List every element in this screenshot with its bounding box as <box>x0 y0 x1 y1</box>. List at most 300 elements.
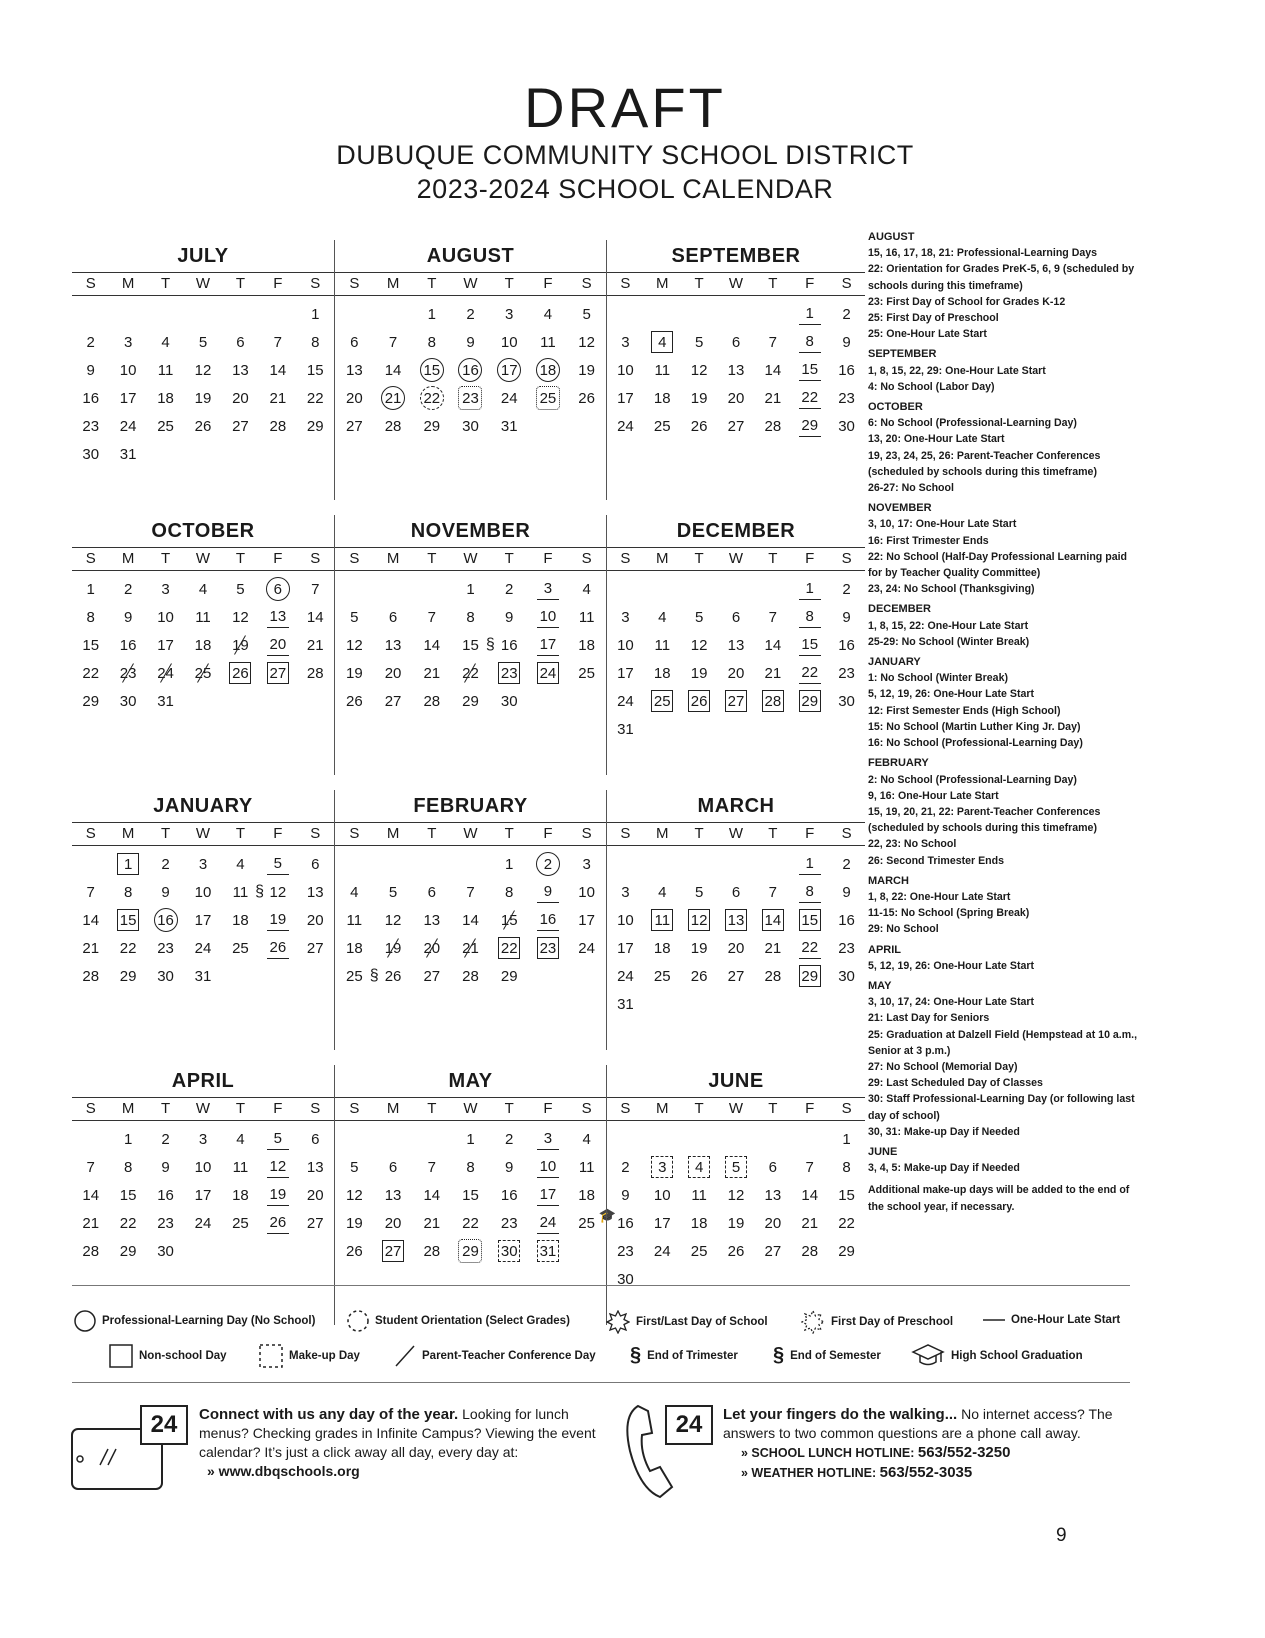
day-number: 26 <box>578 389 595 407</box>
month-november <box>334 515 606 775</box>
day-cell <box>297 1153 334 1181</box>
day-cell <box>644 934 681 962</box>
day-number: 2 <box>842 855 851 873</box>
empty-cell <box>607 850 644 878</box>
day-cell <box>184 878 221 906</box>
day-cell-ul <box>259 850 296 878</box>
day-cell <box>297 356 334 384</box>
day-cell <box>335 1153 374 1181</box>
month-september <box>606 240 865 500</box>
weekday-label: F <box>543 275 553 292</box>
day-number: 11 <box>651 909 673 931</box>
day-number: 25 <box>157 417 174 435</box>
day-number: 4 <box>198 580 208 598</box>
day-number: 10 <box>653 1186 671 1204</box>
day-number: 10 <box>578 883 595 901</box>
month-name: DECEMBER <box>676 520 796 542</box>
day-cell <box>607 1153 644 1181</box>
day-number: 11 <box>654 361 671 379</box>
day-number: 9 <box>161 883 170 901</box>
empty-cell <box>335 850 374 878</box>
day-number: 29 <box>799 965 821 987</box>
day-number: 16 <box>838 361 855 379</box>
notes-item: 25: First Day of Preschool <box>868 312 999 325</box>
day-number: 29 <box>838 1242 855 1260</box>
day-cell <box>567 575 606 603</box>
day-number: 5 <box>582 305 591 323</box>
day-number: 27 <box>727 967 745 985</box>
day-cell <box>109 1209 146 1237</box>
day-number: 10 <box>157 608 174 626</box>
day-cell-circ <box>412 356 451 384</box>
day-number: 26 <box>194 417 212 435</box>
empty-cell <box>374 575 413 603</box>
day-number: 24 <box>537 662 559 684</box>
day-number: 10 <box>194 1158 212 1176</box>
day-number: 1 <box>427 305 436 323</box>
day-cell <box>72 687 109 715</box>
day-number: 23 <box>838 939 855 957</box>
day-cell <box>567 906 606 934</box>
legend-orientation <box>347 1310 570 1332</box>
day-number: 29 <box>799 690 821 712</box>
day-number: 14 <box>762 909 784 931</box>
day-number: 15 <box>799 634 821 656</box>
day-number: 26 <box>690 417 708 435</box>
notes-item: 1: No School (Winter Break) <box>868 672 1008 685</box>
day-cell <box>607 715 644 743</box>
day-number: 19 <box>578 361 595 379</box>
day-number: 3 <box>537 1128 559 1150</box>
day-number: 15 <box>799 359 821 381</box>
page-number: 9 <box>1056 1525 1067 1546</box>
empty-cell <box>644 300 681 328</box>
day-number: 14 <box>384 361 402 379</box>
weekday-label: T <box>768 275 778 292</box>
notes-section <box>868 601 1143 650</box>
day-number: 8 <box>123 1158 133 1176</box>
day-number: 29 <box>799 415 821 437</box>
day-cell-box <box>490 659 529 687</box>
weekday-label: F <box>805 550 815 567</box>
weekday-label: W <box>728 550 744 567</box>
day-cell-ul <box>529 1153 568 1181</box>
day-cell <box>222 1125 259 1153</box>
notes-section <box>868 873 1143 938</box>
day-number: 11 <box>346 911 363 929</box>
day-number: 11 <box>691 1186 707 1204</box>
day-cell <box>754 328 791 356</box>
day-number: 1 <box>799 578 821 600</box>
day-number: 18 <box>578 636 595 654</box>
day-cell <box>451 603 490 631</box>
legend-first-last-label: First/Last Day of School <box>636 1316 768 1328</box>
day-cell <box>451 687 490 715</box>
day-number: 25 <box>232 939 249 957</box>
notes-month-title: OCTOBER <box>868 401 923 414</box>
day-cell <box>335 687 374 715</box>
day-cell-box <box>259 659 296 687</box>
day-number: 12 <box>578 333 595 351</box>
day-number: 2 <box>123 580 133 598</box>
lunch-hotline-number[interactable]: 563/552-3250 <box>917 1444 1011 1461</box>
day-number: 31 <box>157 692 174 710</box>
day-number: 2 <box>161 1130 170 1148</box>
day-number: 15 <box>420 358 444 382</box>
day-number: 23 <box>838 664 855 682</box>
notes-item: 1, 8, 22: One-Hour Late Start <box>868 890 1011 903</box>
day-cell-box <box>374 1237 413 1265</box>
day-cell <box>828 631 865 659</box>
legend-late-start <box>983 1313 1120 1327</box>
day-number: 18 <box>653 389 671 407</box>
day-number: 8 <box>505 883 514 901</box>
day-number: 9 <box>505 608 514 626</box>
day-cell <box>754 962 791 990</box>
day-number: 22 <box>420 386 444 410</box>
day-cell <box>147 934 184 962</box>
day-cell <box>490 603 529 631</box>
day-cell <box>490 962 529 990</box>
day-cell <box>222 1181 259 1209</box>
day-cell <box>335 962 374 990</box>
legend-makeup <box>259 1344 360 1368</box>
day-cell <box>109 575 146 603</box>
day-number: 30 <box>157 967 174 985</box>
day-number: 25 <box>690 1242 708 1260</box>
day-cell <box>567 631 606 659</box>
day-cell-box <box>529 934 568 962</box>
day-cell <box>335 603 374 631</box>
day-number: 21 <box>82 939 100 957</box>
day-number: 20 <box>267 634 289 656</box>
day-number: 12 <box>690 361 708 379</box>
day-cell <box>109 603 146 631</box>
day-cell-ul <box>259 603 296 631</box>
day-number: 26 <box>229 662 251 684</box>
day-cell-box <box>644 687 681 715</box>
circle-icon <box>74 1310 96 1332</box>
lunch-hotline <box>741 1443 1133 1463</box>
day-cell <box>718 1209 755 1237</box>
empty-cell <box>718 850 755 878</box>
day-number: 1 <box>117 853 139 875</box>
day-cell-ul <box>259 631 296 659</box>
day-number: 12 <box>267 1156 289 1178</box>
day-number: 11 <box>232 883 249 901</box>
day-number: 22 <box>459 662 481 684</box>
day-number: 15 <box>462 636 479 654</box>
day-number: 17 <box>617 939 634 957</box>
weekday-label: T <box>427 275 437 292</box>
day-number: 24 <box>617 967 634 985</box>
empty-cell <box>754 850 791 878</box>
day-cell-ends <box>259 878 296 906</box>
weekday-label: T <box>504 1100 514 1117</box>
day-number: 27 <box>725 690 747 712</box>
day-cell <box>72 934 109 962</box>
day-cell <box>184 1153 221 1181</box>
day-number: 6 <box>236 333 245 351</box>
weekday-label: T <box>235 275 245 292</box>
weekday-label: S <box>310 825 321 842</box>
website-link[interactable]: » www.dbqschools.org <box>207 1463 360 1479</box>
day-cell <box>754 1181 791 1209</box>
day-number: 7 <box>427 608 436 626</box>
day-cell-ul <box>259 1153 296 1181</box>
month-row <box>72 240 872 515</box>
day-number: § 26 <box>382 965 404 987</box>
day-cell-ul <box>791 384 828 412</box>
day-cell <box>607 687 644 715</box>
day-number: 20 <box>306 1186 324 1204</box>
day-cell <box>567 1181 606 1209</box>
day-cell-box <box>681 687 718 715</box>
day-number: 30 <box>838 417 855 435</box>
day-cell <box>184 1209 221 1237</box>
day-number: 9 <box>505 1158 514 1176</box>
weekday-label: F <box>543 550 553 567</box>
day-number: 2 <box>466 305 475 323</box>
day-cell <box>412 962 451 990</box>
day-cell <box>490 300 529 328</box>
day-cell <box>109 328 146 356</box>
day-cell <box>828 934 865 962</box>
day-cell <box>297 934 334 962</box>
day-cell <box>490 687 529 715</box>
weekday-label: W <box>728 1100 744 1117</box>
day-number: 27 <box>382 1240 404 1262</box>
weekday-header <box>607 1097 865 1121</box>
day-number: 8 <box>842 1158 851 1176</box>
notes-section <box>868 942 1143 974</box>
day-cell <box>828 1153 865 1181</box>
day-number: 24 <box>653 1242 671 1260</box>
day-number: 3 <box>582 855 591 873</box>
day-number: 8 <box>86 608 95 626</box>
day-cell <box>681 631 718 659</box>
weekday-label: T <box>160 1100 171 1117</box>
day-number: 7 <box>768 883 778 901</box>
day-cell <box>184 850 221 878</box>
day-number: 26 <box>267 1212 289 1234</box>
empty-cell <box>644 850 681 878</box>
day-number: 23 <box>498 662 520 684</box>
weekday-label: W <box>463 275 478 292</box>
month-name: JUNE <box>708 1070 764 1092</box>
day-cell <box>72 356 109 384</box>
weekday-label: W <box>463 825 478 842</box>
day-number: 13 <box>764 1186 782 1204</box>
weekday-label: S <box>349 275 360 292</box>
day-number: 3 <box>621 608 630 626</box>
day-number: 21 <box>269 389 287 407</box>
weekday-label: T <box>160 275 171 292</box>
notes-item: 25: One-Hour Late Start <box>868 328 987 341</box>
day-cell <box>297 328 334 356</box>
day-number: 15 <box>82 636 100 654</box>
weekday-label: M <box>121 275 135 292</box>
day-cell <box>754 1209 791 1237</box>
day-number: 5 <box>694 333 704 351</box>
day-number: 29 <box>119 1242 137 1260</box>
empty-cell <box>754 1125 791 1153</box>
weekday-label: T <box>235 825 245 842</box>
empty-cell <box>374 300 413 328</box>
day-cell-ul <box>791 934 828 962</box>
day-number: 4 <box>582 580 591 598</box>
day-number: 1 <box>799 303 821 325</box>
notes-item: 5, 12, 19, 26: One-Hour Late Start <box>868 688 1035 701</box>
day-cell-ul <box>791 878 828 906</box>
day-cell-ul <box>791 631 828 659</box>
day-cell <box>451 1125 490 1153</box>
day-number: 3 <box>537 578 559 600</box>
footer-right-body: No internet access? The answers to two common questions are a phone call away. <box>723 1406 1113 1441</box>
day-number: 1 <box>311 305 320 323</box>
day-grid <box>335 1125 606 1265</box>
day-number: 2 <box>842 580 851 598</box>
day-number: 18 <box>232 911 249 929</box>
weekday-label: W <box>195 825 211 842</box>
day-number: 5 <box>350 1158 359 1176</box>
day-number: 9 <box>842 883 851 901</box>
day-cell <box>412 1181 451 1209</box>
day-cell-ul <box>791 659 828 687</box>
day-cell-circ <box>529 356 568 384</box>
weekday-label: T <box>235 1100 245 1117</box>
notes-item: 1, 8, 15, 22, 29: One-Hour Late Start <box>868 364 1046 377</box>
empty-cell <box>681 300 718 328</box>
notes-month-title: JANUARY <box>868 656 921 669</box>
day-number: 20 <box>384 664 402 682</box>
day-number: 30 <box>82 445 100 463</box>
day-cell <box>490 412 529 440</box>
day-cell <box>259 384 296 412</box>
day-number: 20 <box>764 1214 782 1232</box>
day-cell <box>644 1237 681 1265</box>
weekday-label: S <box>581 275 592 292</box>
day-number: 14 <box>462 911 479 929</box>
day-cell-ul <box>259 1209 296 1237</box>
day-number: 18 <box>536 358 560 382</box>
notes-footer: Additional make-up days will be added to the end of the school year, if necessary. <box>868 1184 1130 1213</box>
day-cell <box>184 1125 221 1153</box>
day-cell <box>222 934 259 962</box>
empty-cell <box>754 575 791 603</box>
day-number: 17 <box>537 1184 559 1206</box>
day-cell <box>335 1181 374 1209</box>
weather-hotline-label: » WEATHER HOTLINE: <box>741 1466 880 1480</box>
day-cell <box>718 328 755 356</box>
day-number: 27 <box>267 662 289 684</box>
day-cell <box>490 328 529 356</box>
day-cell <box>681 962 718 990</box>
day-cell <box>681 1237 718 1265</box>
day-number: 20 <box>346 389 363 407</box>
day-number: 16 <box>458 358 482 382</box>
day-cell-slash <box>147 659 184 687</box>
empty-cell <box>374 1125 413 1153</box>
day-number: 26 <box>267 937 289 959</box>
weather-hotline-number[interactable]: 563/552-3035 <box>879 1464 973 1481</box>
weekday-label: W <box>195 275 211 292</box>
day-number: 7 <box>86 883 95 901</box>
day-cell-box <box>644 328 681 356</box>
month-december <box>606 515 865 775</box>
legend-orientation-label: Student Orientation (Select Grades) <box>375 1315 570 1327</box>
day-number: 4 <box>161 333 170 351</box>
day-cell <box>374 412 413 440</box>
day-number: 14 <box>82 1186 100 1204</box>
weekday-label: F <box>273 825 283 842</box>
day-grid <box>72 850 334 990</box>
day-number: 24 <box>578 939 595 957</box>
weekday-label: T <box>427 1100 437 1117</box>
footer-right-text <box>723 1405 1133 1483</box>
day-cell <box>374 878 413 906</box>
day-number: 4 <box>582 1130 591 1148</box>
day-number: 21 <box>423 1214 441 1232</box>
day-number: 2 <box>505 1130 514 1148</box>
weekday-label: T <box>160 550 171 567</box>
day-grid <box>72 575 334 715</box>
day-cell <box>259 356 296 384</box>
notes-item: 30, 31: Make-up Day if Needed <box>868 1125 1020 1138</box>
day-cell <box>828 300 865 328</box>
weekday-label: F <box>273 275 283 292</box>
day-number: 19 <box>194 389 212 407</box>
day-cell <box>644 878 681 906</box>
day-cell <box>297 631 334 659</box>
day-number: 24 <box>155 662 177 684</box>
day-number: 11 <box>654 636 671 654</box>
day-cell <box>718 1181 755 1209</box>
day-grid <box>72 300 334 468</box>
day-number: 25 <box>346 967 363 985</box>
month-july <box>72 240 334 500</box>
day-cell <box>607 1237 644 1265</box>
notes-item: 26-27: No School <box>868 482 954 495</box>
day-cell <box>297 300 334 328</box>
day-cell <box>828 1125 865 1153</box>
day-cell-circ <box>451 356 490 384</box>
day-number: 24 <box>617 417 634 435</box>
day-cell-ul <box>529 603 568 631</box>
day-cell <box>607 412 644 440</box>
day-cell <box>490 1153 529 1181</box>
day-number: 18 <box>690 1214 708 1232</box>
day-number: 12 <box>688 909 710 931</box>
day-cell <box>412 412 451 440</box>
day-cell-ul <box>259 906 296 934</box>
day-number: 8 <box>466 608 475 626</box>
day-cell <box>297 603 334 631</box>
day-number: 14 <box>269 361 287 379</box>
weekday-label: W <box>195 1100 211 1117</box>
day-number: 3 <box>621 333 630 351</box>
day-cell-ul <box>791 603 828 631</box>
day-number: 23 <box>157 939 174 957</box>
day-cell <box>681 328 718 356</box>
weekday-label: T <box>768 825 778 842</box>
weekday-label: F <box>273 1100 283 1117</box>
day-cell-box <box>754 906 791 934</box>
badge-24-phone: 24 <box>665 1405 713 1445</box>
weekday-label: M <box>386 1100 400 1117</box>
day-number: 6 <box>768 1158 778 1176</box>
weekday-label: S <box>310 275 321 292</box>
